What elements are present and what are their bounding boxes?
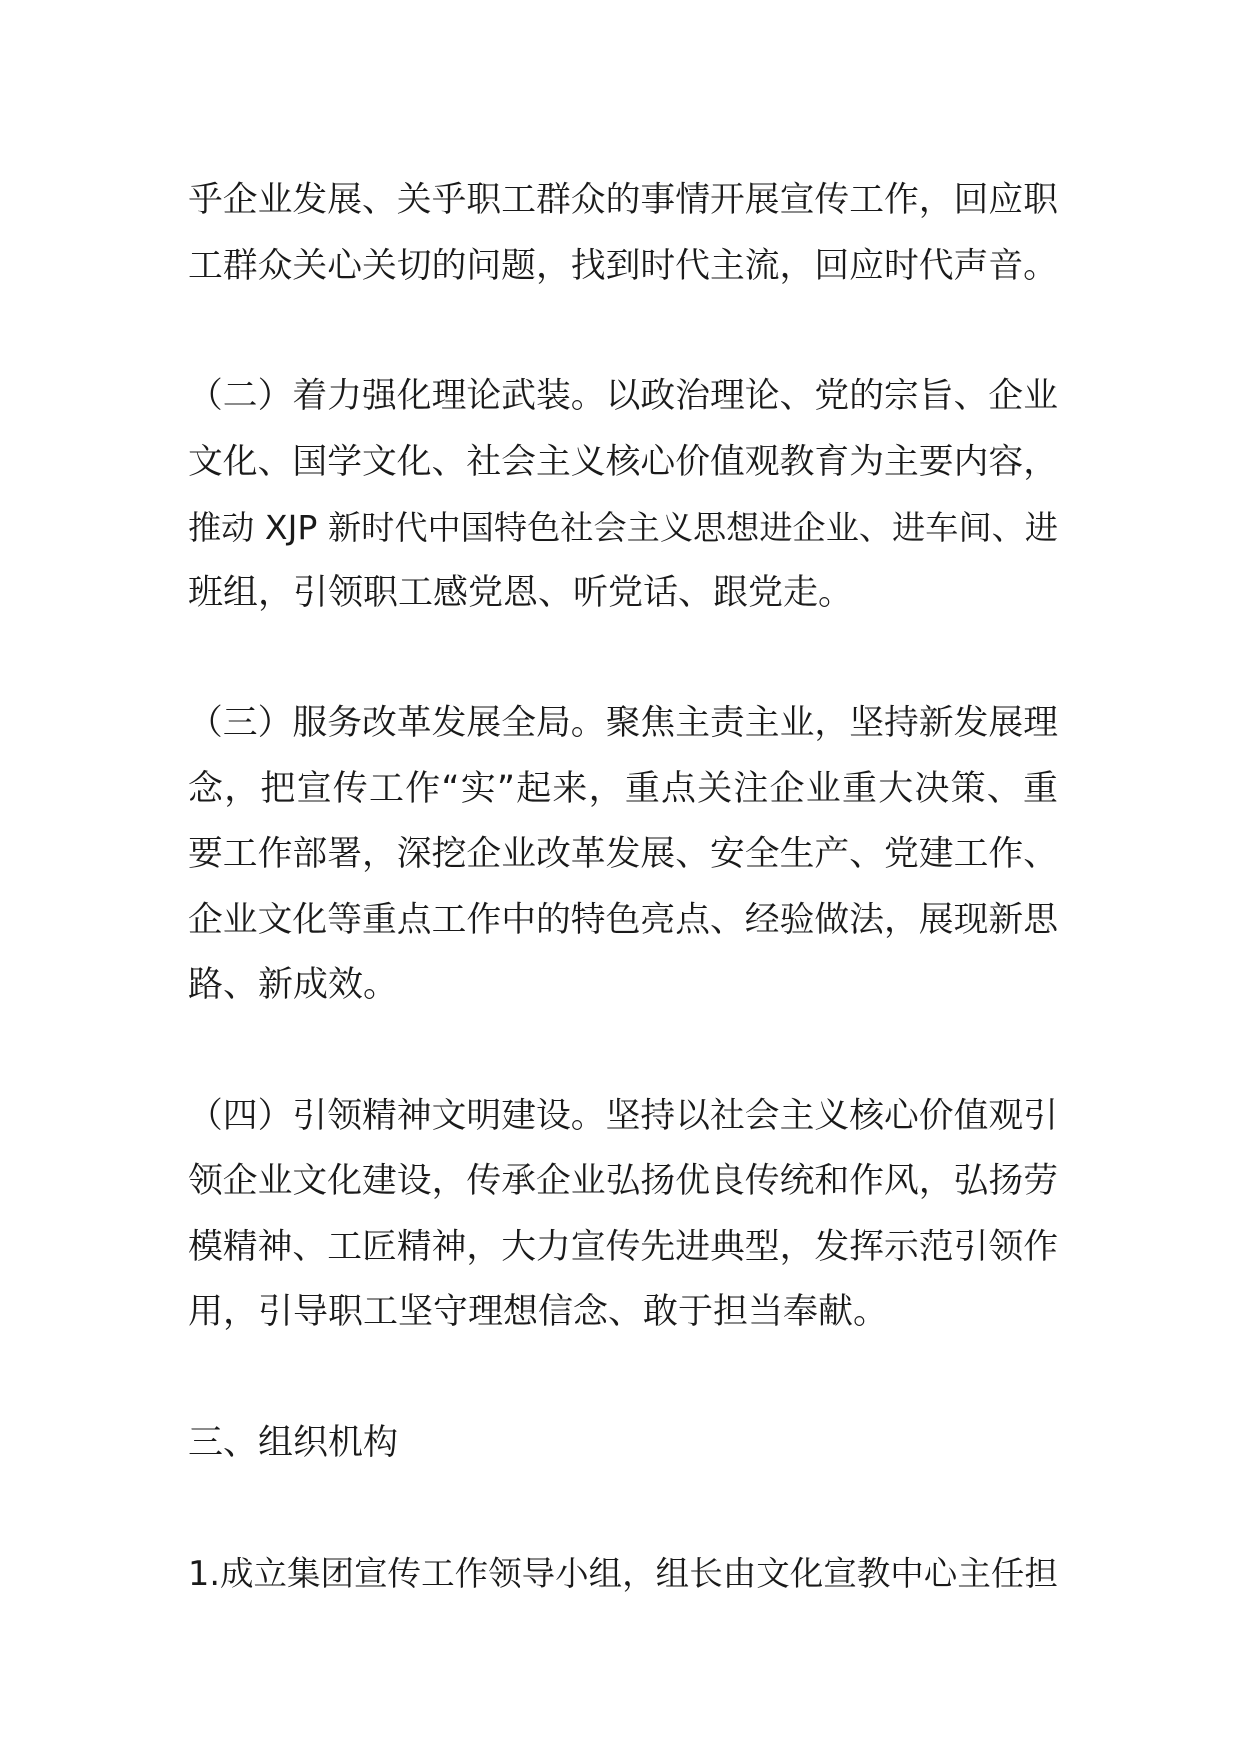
heading-text: 三、组织机构 — [188, 1422, 399, 1463]
text-line: 要工作部署，深挖企业改革发展、安全生产、党建工作、 — [188, 834, 1058, 874]
paragraph-section-3 — [188, 691, 1058, 1019]
text-line: 念，把宣传工作“实”起来，重点关注企业重大决策、重 — [188, 768, 1058, 809]
paragraph-section-2 — [188, 364, 1058, 626]
text-line: （二）着力强化理论武装。以政治理论、党的宗旨、企业 — [188, 376, 1058, 416]
paragraph-item-1 — [188, 1541, 1058, 1607]
text-line: 路、新成效。 — [188, 965, 399, 1005]
text-line: 用，引导职工坚守理想信念、敢于担当奉献。 — [188, 1292, 889, 1332]
paragraph-section-4 — [188, 1084, 1058, 1346]
text-line: 推动 XJP 新时代中国特色社会主义思想进企业、进车间、进 — [188, 508, 1058, 547]
text-line: 模精神、工匠精神，大力宣传先进典型，发挥示范引领作 — [188, 1226, 1058, 1267]
text-line: （三）服务改革发展全局。聚焦主责主业，坚持新发展理 — [188, 703, 1058, 743]
text-line: 1.成立集团宣传工作领导小组，组长由文化宣教中心主任担 — [188, 1554, 1058, 1593]
document-page — [188, 168, 1058, 1672]
section-heading — [188, 1411, 1058, 1477]
paragraph-continuation — [188, 168, 1058, 299]
text-line: （四）引领精神文明建设。坚持以社会主义核心价值观引 — [188, 1095, 1058, 1136]
text-line: 工群众关心关切的问题，找到时代主流，回应时代声音。 — [188, 245, 1058, 286]
text-line: 领企业文化建设，传承企业弘扬优良传统和作风，弘扬劳 — [188, 1161, 1058, 1201]
text-line: 企业文化等重点工作中的特色亮点、经验做法，展现新思 — [188, 899, 1058, 940]
text-line: 文化、国学文化、社会主义核心价值观教育为主要内容， — [188, 441, 1058, 482]
text-line: 乎企业发展、关乎职工群众的事情开展宣传工作，回应职 — [188, 180, 1058, 220]
text-line: 班组，引领职工感党恩、听党话、跟党走。 — [188, 572, 854, 613]
